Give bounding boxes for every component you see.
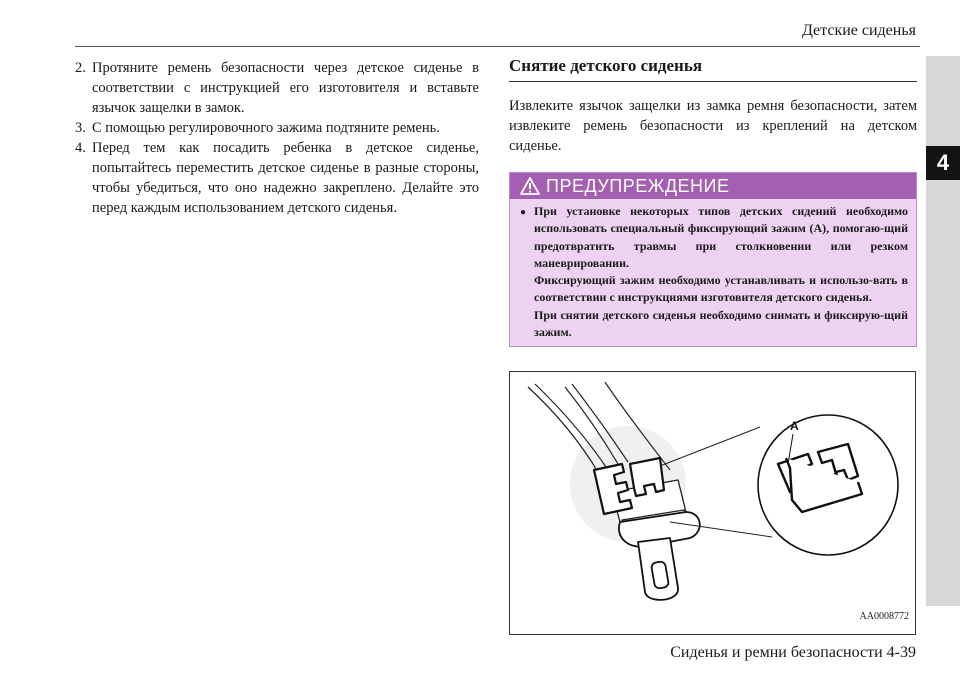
belt-clip-drawing [510, 372, 916, 635]
warning-text: Фиксирующий зажим необходимо устанавливать и использо-вать в соответствии с инструкциями изготовителя детского сиденья. [534, 273, 908, 305]
page-footer: Сиденья и ремни безопасности 4-39 [670, 644, 916, 661]
step-2 [75, 58, 479, 118]
step-text: С помощью регулировочного зажима подтяните ремень. [92, 120, 440, 136]
warning-item [520, 272, 908, 307]
step-3 [75, 118, 479, 138]
removal-section [509, 56, 917, 347]
step-number: 4. [75, 140, 86, 156]
locking-clip-illustration [509, 371, 916, 635]
warning-item [520, 307, 908, 342]
instruction-steps [75, 58, 479, 218]
section-title: Снятие детского сиденья [509, 56, 917, 82]
step-text: Протяните ремень безопасности через детское сиденье в соответствии с инструкцией его изготовителя и вставьте язычок защелки в замок. [92, 60, 479, 116]
warning-text: При установке некоторых типов детских сидений необходимо использовать специальный фиксирующий зажим (А), помогаю-щий предотвратить травмы при столкновении или резком маневрировании. [534, 204, 908, 270]
step-text: Перед тем как посадить ребенка в детское сиденье, попытайтесь переместить детское сиденье в разные стороны, чтобы убедиться, что оно надежно закреплено. Делайте это перед каждым использованием детского сиденья. [92, 140, 479, 216]
chapter-number: 4 [926, 146, 960, 180]
header-rule [75, 46, 920, 47]
page-header-title: Детские сиденья [801, 22, 916, 39]
chapter-side-tab [926, 56, 960, 606]
step-number: 2. [75, 60, 86, 76]
warning-box [509, 172, 917, 347]
warning-triangle-icon [520, 177, 540, 195]
warning-body [510, 199, 916, 341]
callout-label: A [790, 419, 799, 433]
warning-item [520, 203, 908, 272]
bullet-icon: ● [520, 207, 527, 218]
section-body: Извлеките язычок защелки из замка ремня безопасности, затем извлеките ремень безопасности из креплений на детском сиденье. [509, 98, 917, 154]
warning-text: При снятии детского сиденья необходимо снимать и фиксирую-щий зажим. [534, 307, 908, 340]
step-number: 3. [75, 120, 86, 136]
warning-header [510, 173, 916, 199]
warning-title: ПРЕДУПРЕЖДЕНИЕ [546, 175, 730, 196]
step-4 [75, 138, 479, 218]
figure-code: AA0008772 [859, 611, 909, 622]
